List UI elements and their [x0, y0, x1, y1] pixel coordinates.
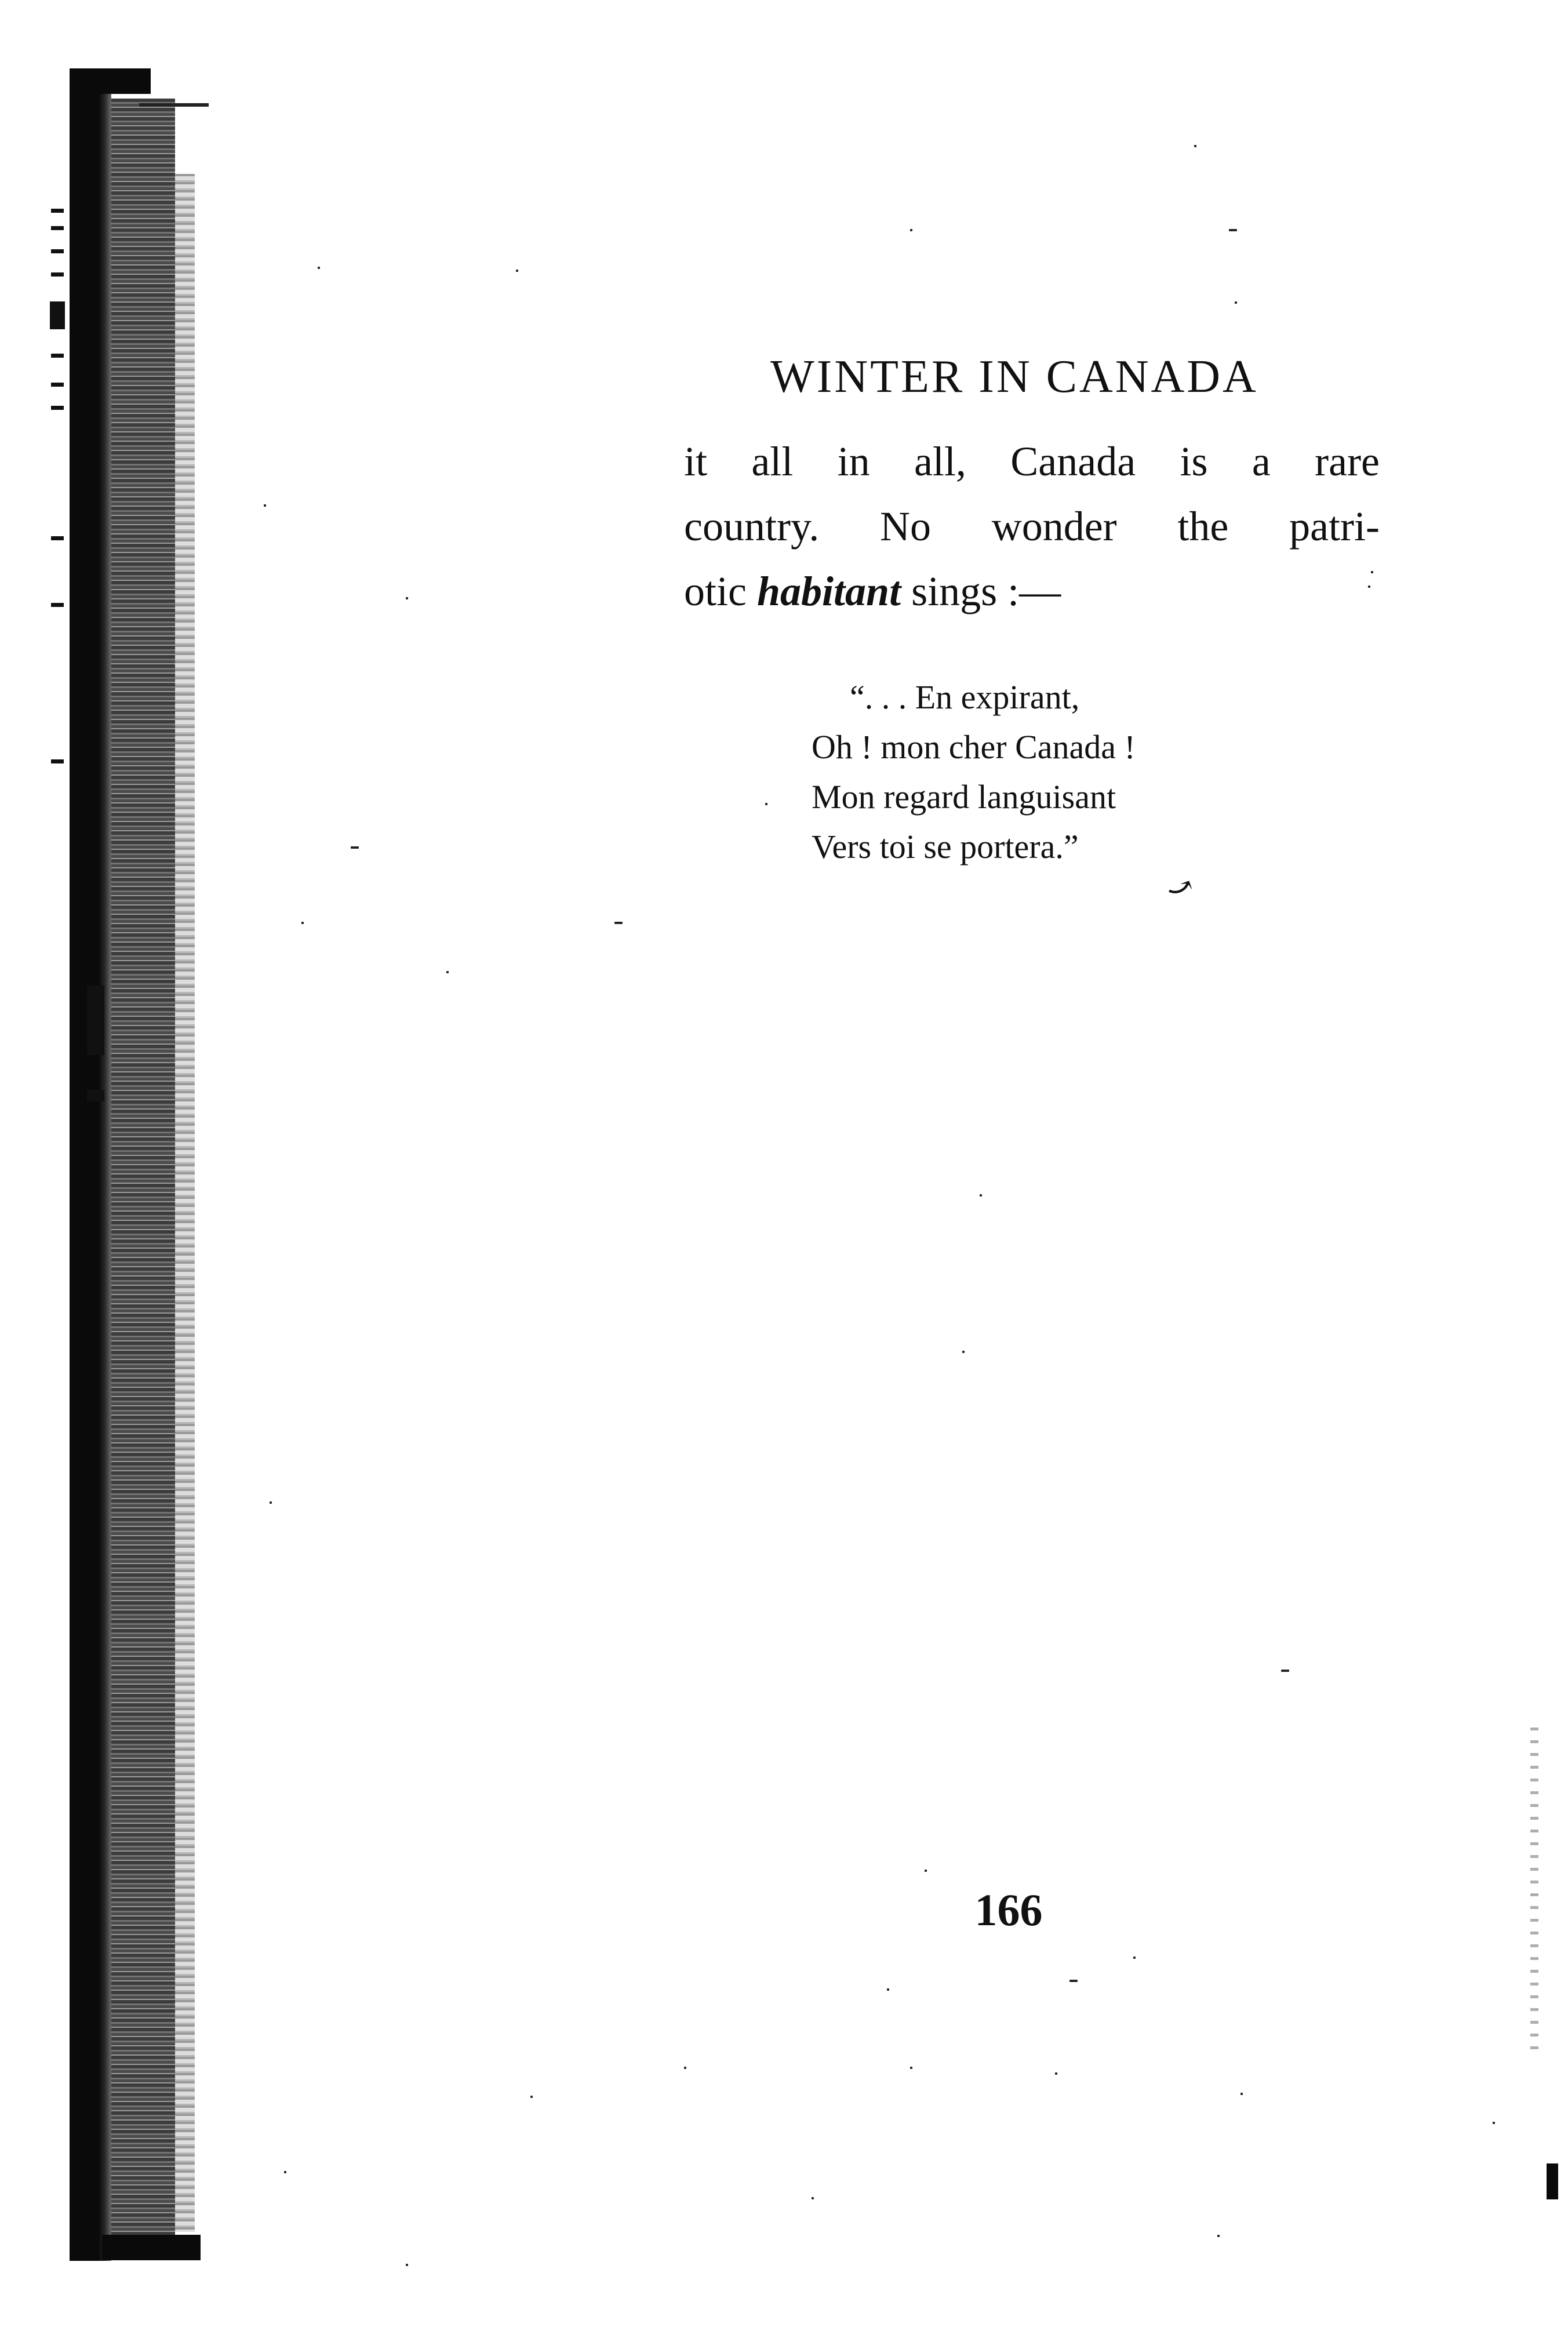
scan-speck	[1229, 229, 1237, 231]
verse-quotation	[812, 672, 1333, 872]
body-line-text: otic	[684, 568, 747, 614]
body-line: country. No wonder the patri-	[684, 503, 1380, 550]
verse-line: Oh ! mon cher Canada !	[812, 728, 1136, 766]
scan-speck	[270, 1501, 272, 1504]
scan-speck	[812, 2197, 814, 2199]
body-paragraph	[684, 429, 1380, 624]
margin-tick	[51, 536, 64, 540]
running-head: WINTER IN CANADA	[770, 351, 1258, 402]
italic-word-habitant: habitant	[756, 568, 901, 614]
scan-speck	[980, 1194, 982, 1197]
printer-mark-icon: ⤻	[1161, 867, 1198, 909]
scan-speck	[318, 267, 320, 269]
margin-tick	[51, 249, 64, 253]
binding-shadow	[70, 70, 111, 2261]
margin-tick	[51, 209, 64, 213]
verse-line: Vers toi se portera.”	[812, 828, 1079, 866]
scan-speck	[530, 2096, 533, 2098]
scan-speck	[614, 922, 623, 924]
body-line-last	[684, 559, 1380, 624]
scan-speck	[406, 2264, 408, 2266]
margin-tick	[51, 226, 64, 230]
scan-speck	[887, 1988, 889, 1991]
scan-speck	[1281, 1670, 1289, 1672]
verse-line: Mon regard languisant	[812, 778, 1116, 816]
scan-speck	[962, 1351, 965, 1353]
scan-speck	[284, 2171, 286, 2173]
binding-texture	[111, 99, 175, 2255]
binding-top-cap	[70, 68, 151, 94]
margin-tick	[51, 406, 64, 410]
scan-speck	[925, 1870, 927, 1872]
scan-speck	[1055, 2072, 1057, 2075]
margin-block	[87, 986, 104, 1055]
scan-speck	[406, 597, 408, 599]
margin-block	[87, 1090, 104, 1101]
scan-speck	[1235, 301, 1237, 304]
scan-speck	[684, 2067, 686, 2069]
scan-speck	[264, 504, 266, 507]
scan-speck	[910, 2067, 912, 2069]
verse-line: “. . . En expirant,	[850, 678, 1080, 716]
scan-speck	[910, 229, 912, 231]
scan-speck	[516, 270, 518, 272]
scan-speck	[1133, 1957, 1136, 1959]
margin-tick	[51, 383, 64, 387]
margin-tick	[51, 759, 64, 763]
scan-speck	[1493, 2122, 1495, 2124]
scan-speck	[1069, 1980, 1078, 1982]
scan-speck	[1217, 2235, 1220, 2237]
scan-speck	[1194, 145, 1196, 147]
binding-edge	[175, 174, 195, 2232]
binding-top-line	[139, 103, 209, 107]
scan-speck	[1240, 2093, 1243, 2095]
body-line: it all in all, Canada is a rare	[684, 438, 1380, 485]
margin-block	[50, 301, 65, 329]
right-corner-block	[1547, 2163, 1558, 2199]
scan-speck	[351, 846, 359, 849]
margin-tick	[51, 272, 64, 277]
scan-speck	[446, 971, 449, 973]
page-number: 166	[974, 1885, 1043, 1935]
margin-tick	[51, 603, 64, 607]
scan-speck	[765, 803, 767, 805]
scan-speck	[301, 922, 304, 924]
binding-bottom-cap	[102, 2235, 201, 2260]
right-edge-marks	[1530, 1728, 1538, 2052]
body-line-text: sings :—	[911, 568, 1061, 614]
margin-tick	[51, 354, 64, 358]
